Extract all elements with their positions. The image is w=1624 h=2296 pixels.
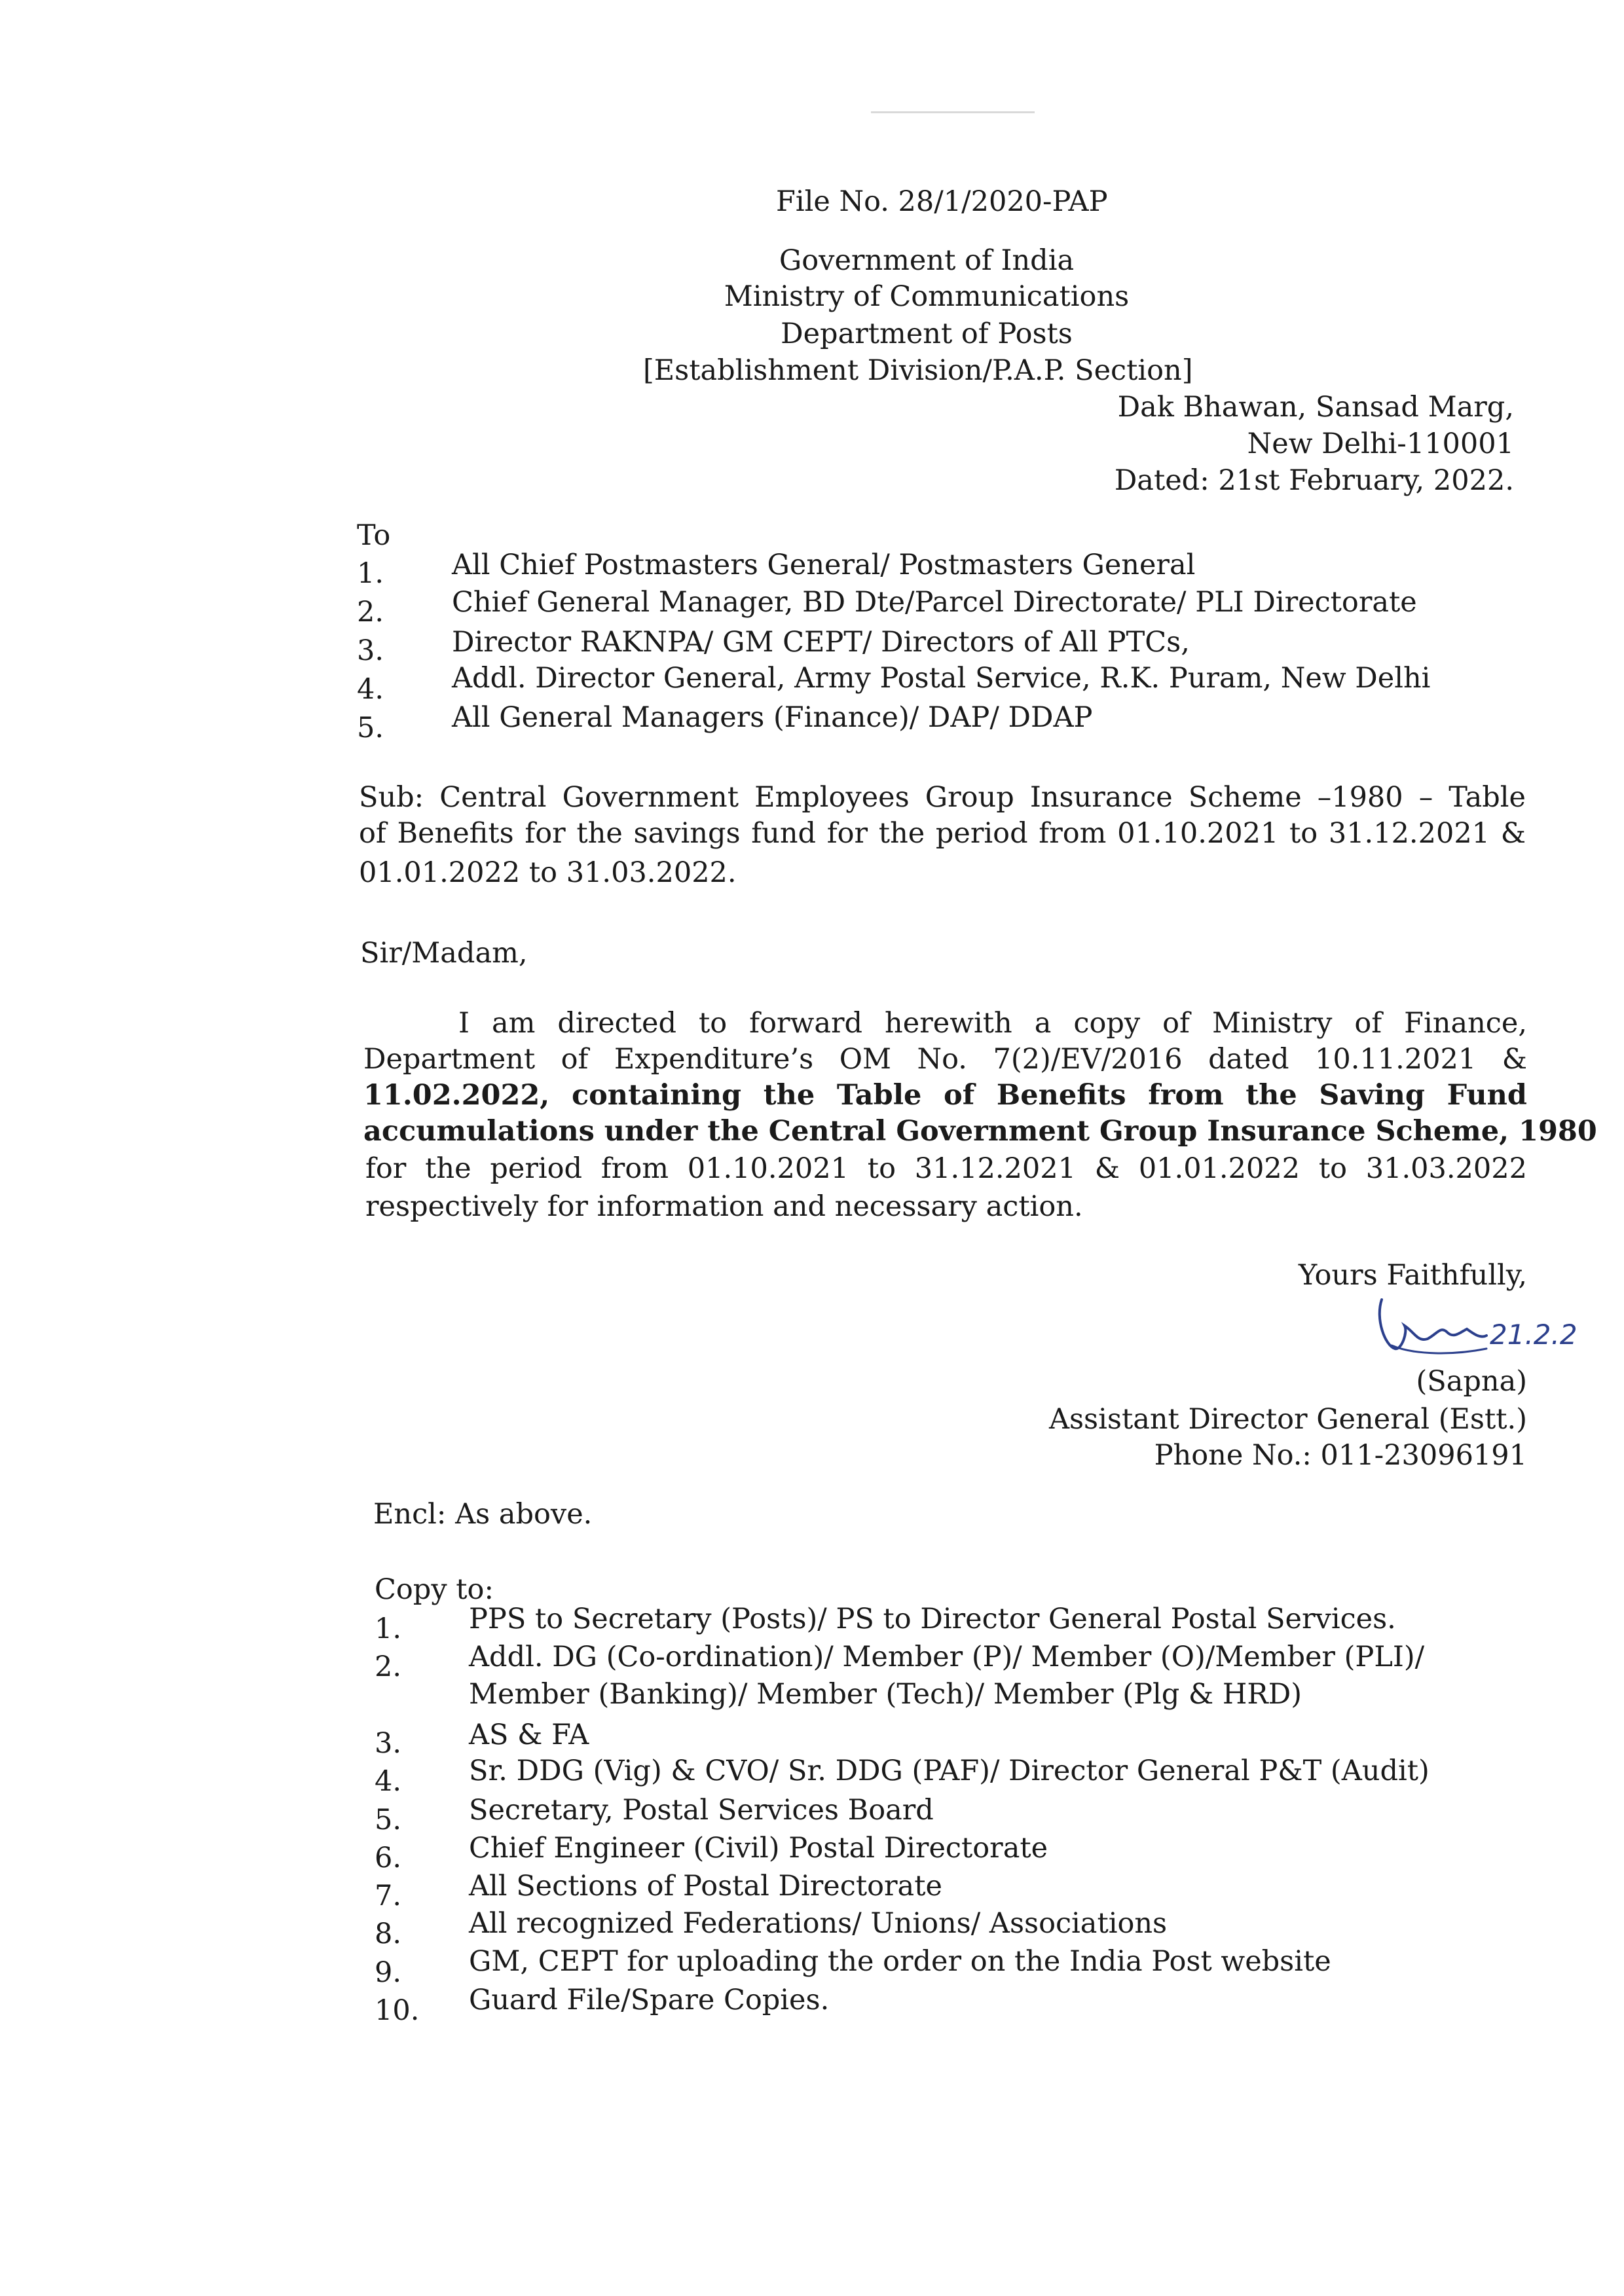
- addressee-number: 5.: [357, 712, 384, 744]
- body-line-2: Department of Expenditure’s OM No. 7(2)/EV/2016 dated 10.11.2021 &: [363, 1043, 1527, 1076]
- copy-to-text: Addl. DG (Co-ordination)/ Member (P)/ Member (O)/Member (PLI)/: [469, 1641, 1425, 1673]
- copy-to-number: 9.: [375, 1956, 402, 1989]
- signature-scrawl: 21.2.2: [1490, 1319, 1578, 1351]
- addressee-text: Addl. Director General, Army Postal Service, R.K. Puram, New Delhi: [452, 662, 1431, 695]
- signatory-designation: Assistant Director General (Estt.): [1048, 1403, 1527, 1436]
- department-heading: Department of Posts: [781, 318, 1073, 350]
- addressee-text: All Chief Postmasters General/ Postmasters General: [452, 549, 1196, 581]
- address-line-1: Dak Bhawan, Sansad Marg,: [1117, 391, 1514, 424]
- file-number: File No. 28/1/2020-PAP: [776, 185, 1108, 218]
- subject-line-1: Sub: Central Government Employees Group Insurance Scheme –1980 – Table: [359, 781, 1526, 814]
- copy-to-text: All Sections of Postal Directorate: [469, 1870, 942, 1903]
- copy-to-number: 10.: [375, 1994, 420, 2027]
- copy-to-number: 7.: [375, 1880, 402, 1912]
- body-line-3: 11.02.2022, containing the Table of Benefits from the Saving Fund: [363, 1079, 1527, 1112]
- copy-to-number: 4.: [375, 1765, 402, 1798]
- salutation: Sir/Madam,: [360, 937, 528, 970]
- addressee-text: All General Managers (Finance)/ DAP/ DDAP: [452, 701, 1093, 734]
- subject-line-3: 01.01.2022 to 31.03.2022.: [359, 856, 737, 889]
- copy-to-text: PPS to Secretary (Posts)/ PS to Director General Postal Services.: [469, 1603, 1396, 1635]
- copy-to-text: Chief Engineer (Civil) Postal Directorate: [469, 1832, 1048, 1865]
- yours-faithfully: Yours Faithfully,: [1298, 1259, 1527, 1292]
- to-label: To: [357, 519, 391, 552]
- enclosure: Encl: As above.: [373, 1498, 593, 1531]
- signatory-name: (Sapna): [1416, 1365, 1527, 1398]
- copy-to-number: 8.: [375, 1918, 402, 1950]
- addressee-text: Chief General Manager, BD Dte/Parcel Directorate/ PLI Directorate: [452, 586, 1417, 619]
- body-line-4: accumulations under the Central Government Group Insurance Scheme, 1980: [363, 1115, 1597, 1148]
- division-heading: [Establishment Division/P.A.P. Section]: [643, 354, 1193, 387]
- copy-to-label: Copy to:: [375, 1573, 494, 1606]
- body-line-6: respectively for information and necessary action.: [365, 1190, 1083, 1223]
- body-line-5: for the period from 01.10.2021 to 31.12.2021 & 01.01.2022 to 31.03.2022: [365, 1152, 1527, 1185]
- copy-to-text: GM, CEPT for uploading the order on the India Post website: [469, 1945, 1331, 1978]
- government-heading: Government of India: [779, 244, 1075, 277]
- scan-artifact: [871, 111, 1035, 113]
- copy-to-number: 6.: [375, 1842, 402, 1874]
- copy-to-number: 2.: [375, 1650, 402, 1683]
- copy-to-number: 5.: [375, 1804, 402, 1836]
- body-line-1: I am directed to forward herewith a copy of Ministry of Finance,: [458, 1007, 1527, 1040]
- copy-to-text: AS & FA: [469, 1719, 589, 1751]
- copy-to-number: 1.: [375, 1613, 402, 1645]
- subject-line-2: of Benefits for the savings fund for the period from 01.10.2021 to 31.12.2021 &: [359, 817, 1526, 850]
- addressee-number: 3.: [357, 634, 384, 667]
- addressee-number: 2.: [357, 596, 384, 629]
- addressee-number: 4.: [357, 673, 384, 706]
- copy-to-number: 3.: [375, 1727, 402, 1760]
- address-line-2: New Delhi-110001: [1247, 428, 1514, 460]
- letter-date: Dated: 21st February, 2022.: [1114, 464, 1514, 497]
- copy-to-text-continued: Member (Banking)/ Member (Tech)/ Member (Plg & HRD): [469, 1678, 1302, 1711]
- ministry-heading: Ministry of Communications: [724, 280, 1130, 313]
- copy-to-text: Sr. DDG (Vig) & CVO/ Sr. DDG (PAF)/ Director General P&T (Audit): [469, 1755, 1430, 1787]
- addressee-number: 1.: [357, 557, 384, 590]
- copy-to-text: All recognized Federations/ Unions/ Associations: [469, 1907, 1168, 1940]
- copy-to-text: Secretary, Postal Services Board: [469, 1794, 934, 1827]
- signatory-phone: Phone No.: 011-23096191: [1154, 1439, 1527, 1472]
- copy-to-text: Guard File/Spare Copies.: [469, 1984, 830, 2016]
- addressee-text: Director RAKNPA/ GM CEPT/ Directors of All PTCs,: [452, 626, 1190, 659]
